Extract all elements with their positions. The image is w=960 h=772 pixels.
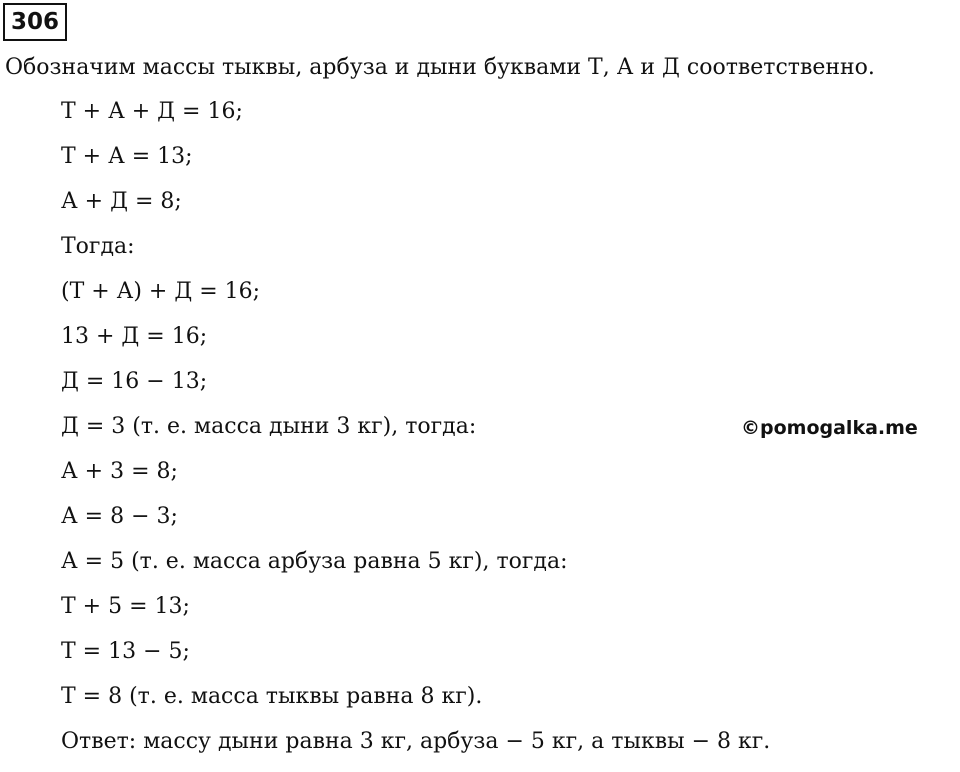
answer-line: Ответ: массу дыни равна 3 кг, арбуза − 5 кг, а тыквы − 8 кг.: [61, 729, 771, 754]
solution-line: А + 3 = 8;: [61, 459, 178, 484]
solution-line: А + Д = 8;: [61, 189, 182, 214]
problem-number: 306: [3, 3, 67, 41]
solution-line: 13 + Д = 16;: [61, 324, 208, 349]
solution-line: А = 5 (т. е. масса арбуза равна 5 кг), тогда:: [61, 549, 568, 574]
solution-lines: [61, 97, 770, 772]
solution-line: Д = 16 − 13;: [61, 369, 208, 394]
solution-line: Д = 3 (т. е. масса дыни 3 кг), тогда:: [61, 414, 477, 439]
solution-line: Т + 5 = 13;: [61, 594, 190, 619]
solution-line: Т + А = 13;: [61, 144, 193, 169]
solution-line: (Т + А) + Д = 16;: [61, 279, 261, 304]
watermark: ©pomogalka.me: [741, 417, 918, 439]
solution-line: Т + А + Д = 16;: [61, 99, 243, 124]
solution-line: Т = 8 (т. е. масса тыквы равна 8 кг).: [61, 684, 483, 709]
solution-line: А = 8 − 3;: [61, 504, 178, 529]
solution-line: Т = 13 − 5;: [61, 639, 190, 664]
solution-line: Тогда:: [61, 234, 135, 259]
intro-text: Обозначим массы тыквы, арбуза и дыни буквами Т, А и Д соответственно.: [5, 55, 875, 80]
